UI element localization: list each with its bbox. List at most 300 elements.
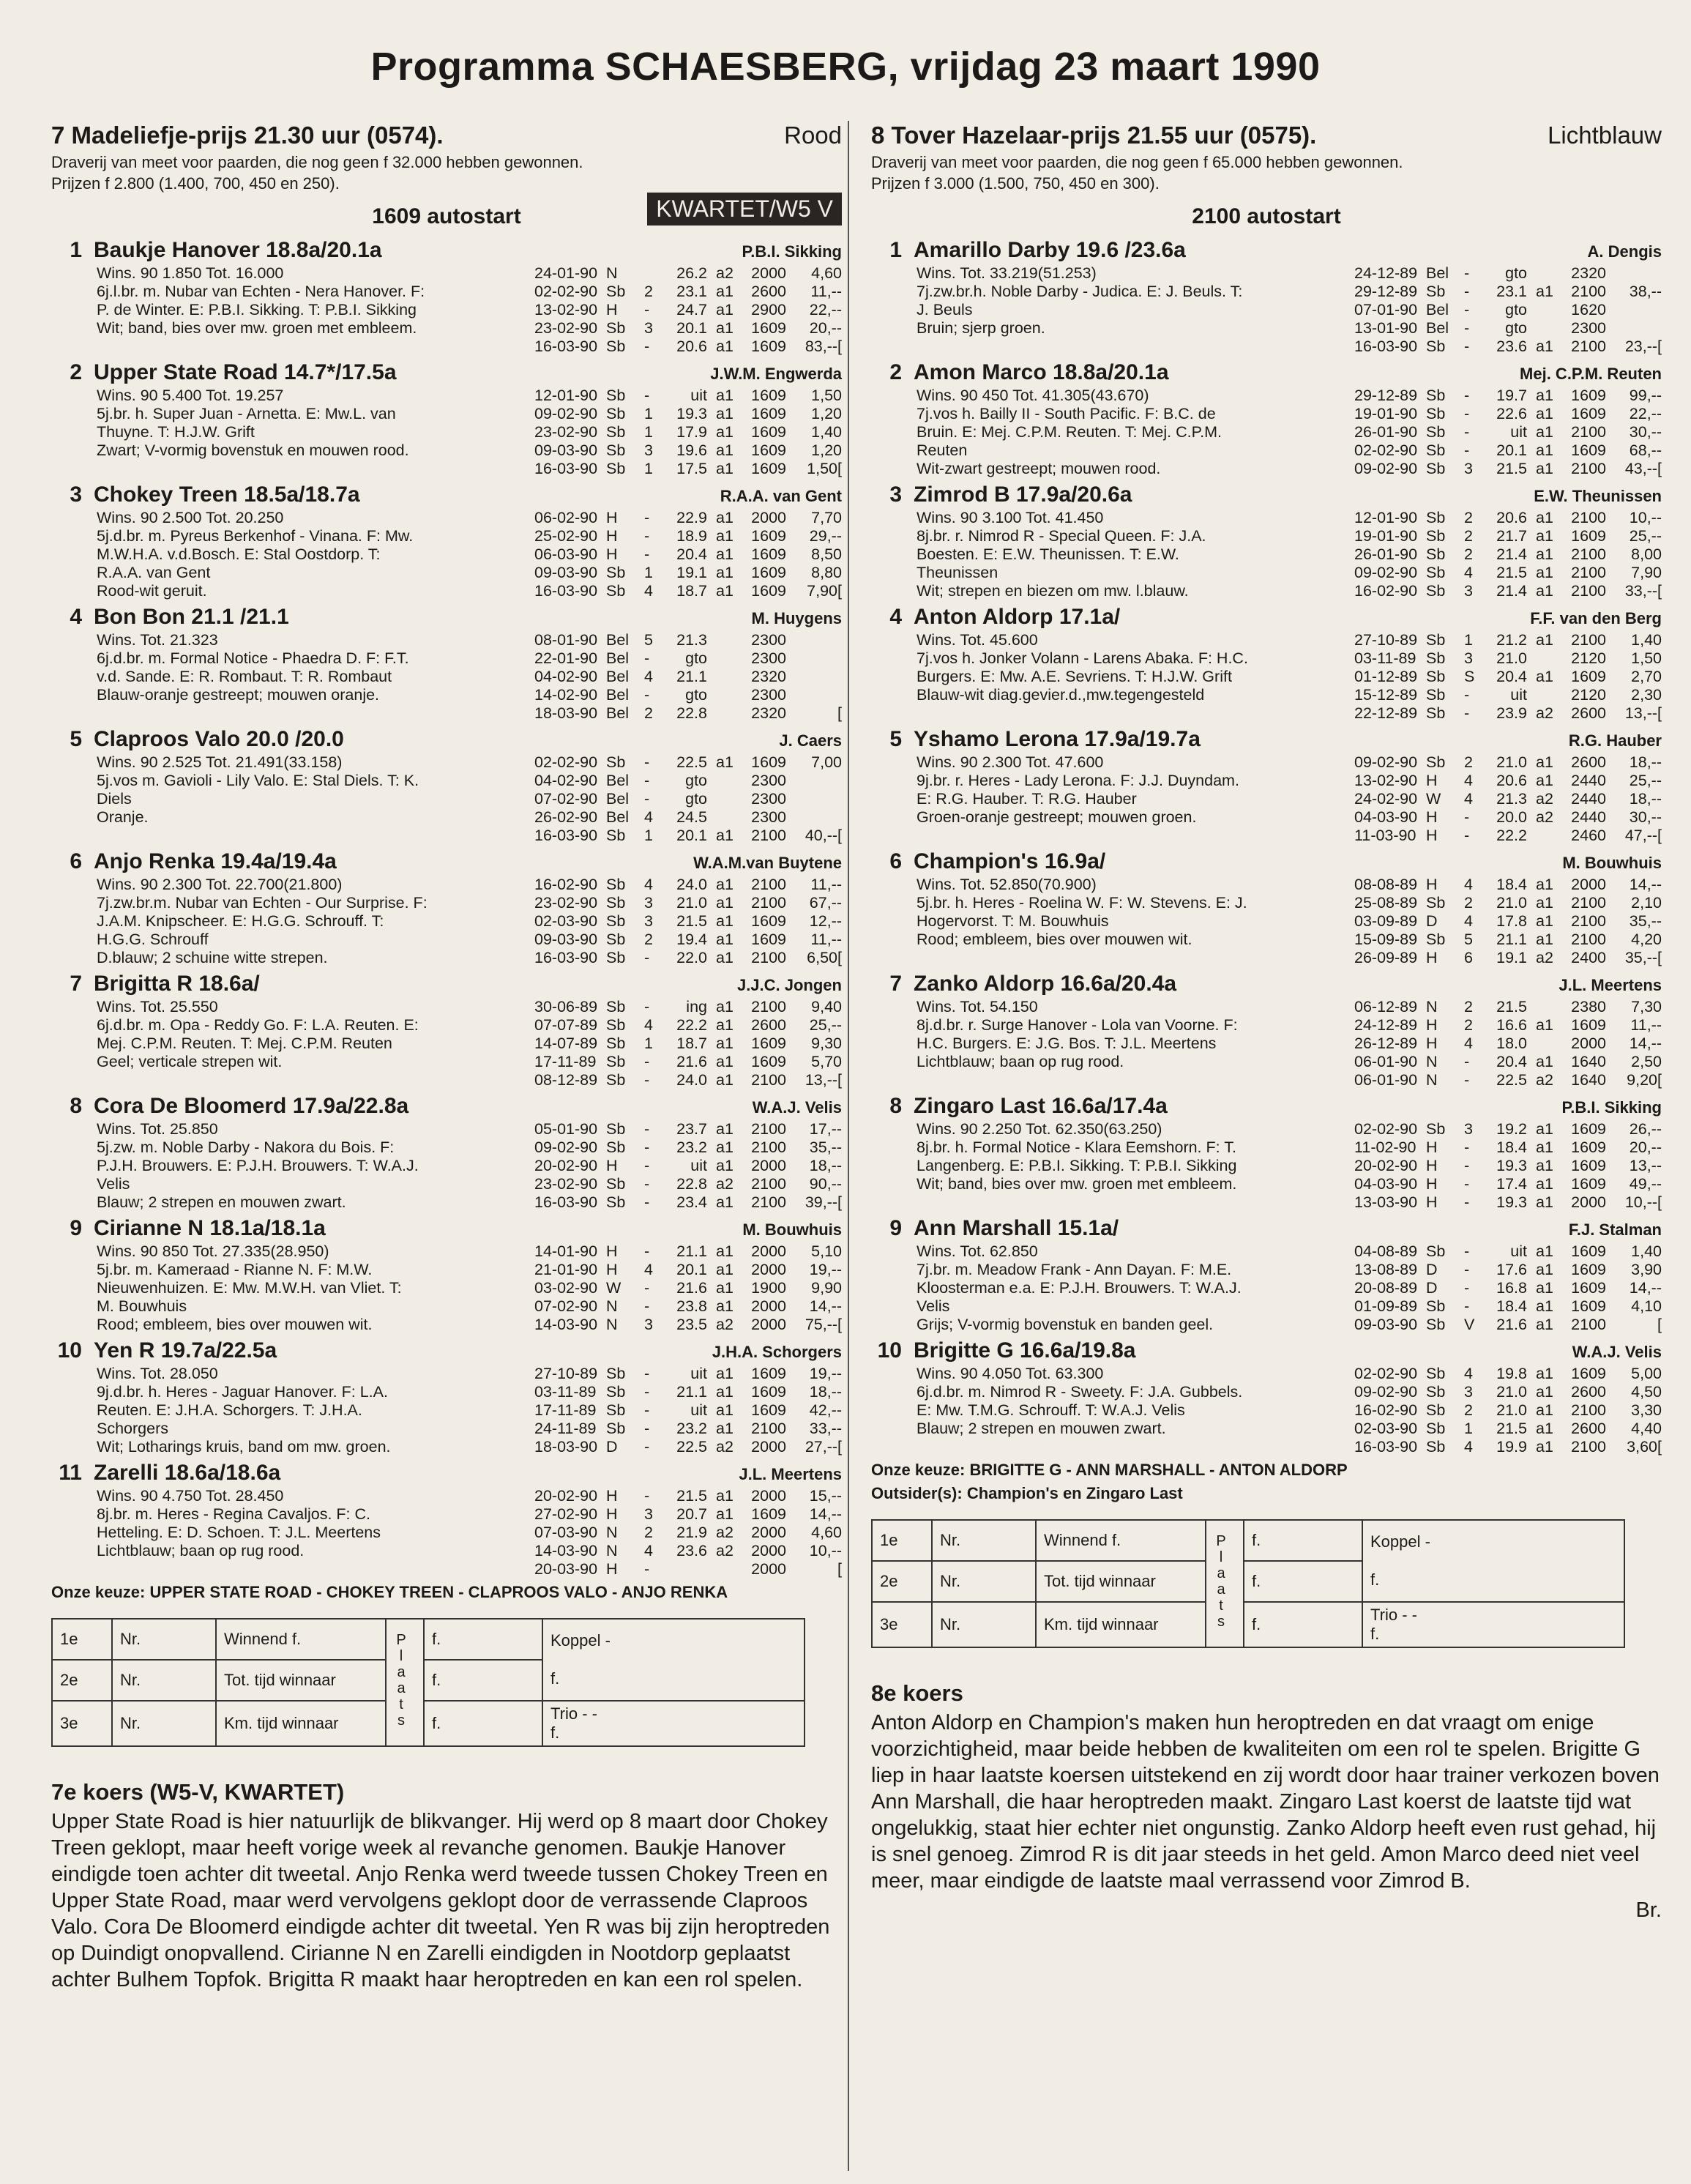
form-time: uit (690, 1401, 707, 1419)
result-amount[interactable]: f. (1244, 1561, 1362, 1602)
horse-entry (871, 605, 1662, 723)
form-distance: 1609 (751, 1383, 786, 1401)
form-class: a1 (716, 1401, 733, 1419)
form-time: 19.1 (1496, 949, 1527, 966)
form-position: - (1464, 1279, 1470, 1297)
horse-info-line: Rood; embleem, bies over mouwen wit. (917, 931, 1192, 948)
koppel-f: f. (550, 1669, 560, 1688)
form-track: Sb (1426, 1120, 1446, 1138)
form-race-date: 19-01-90 (1354, 527, 1418, 545)
horse-entry (51, 360, 842, 478)
form-position: - (644, 1383, 650, 1401)
form-distance: 2100 (1571, 423, 1606, 441)
form-row (1354, 423, 1662, 441)
form-time: 20.1 (1496, 441, 1527, 459)
form-odds: 4,10 (1631, 1297, 1662, 1315)
form-odds: 67,-- (809, 894, 842, 912)
form-distance: 2100 (751, 827, 786, 844)
form-race-date: 29-12-89 (1354, 283, 1418, 300)
horse-name: Upper State Road 14.7*/17.5a (94, 360, 397, 384)
form-row (534, 1175, 842, 1193)
form-position: - (1464, 423, 1470, 441)
form-race-date: 02-02-90 (1354, 1120, 1418, 1138)
form-time: 22.5 (676, 1438, 707, 1456)
form-time: 22.8 (676, 1175, 707, 1193)
form-class: a1 (1536, 931, 1553, 948)
form-class: a1 (716, 1297, 733, 1315)
form-row (534, 1560, 842, 1579)
form-time: 17.8 (1496, 912, 1527, 930)
form-distance: 2000 (751, 1524, 786, 1541)
form-row (1354, 827, 1662, 845)
horse-driver: Mej. C.P.M. Reuten (1520, 365, 1662, 383)
form-class: a1 (1536, 1316, 1553, 1333)
race-conditions: Draverij van meet voor paarden, die nog geen f 32.000 hebben gewonnen. (51, 153, 583, 171)
form-race-date: 24-12-89 (1354, 264, 1418, 282)
form-row (1354, 441, 1662, 460)
form-time: 21.1 (1496, 931, 1527, 948)
form-class: a1 (1536, 1383, 1553, 1401)
trio-dash: - (582, 1704, 588, 1723)
horse-form (1354, 753, 1662, 845)
horse-number: 1 (889, 238, 902, 262)
form-distance: 1609 (1571, 387, 1606, 404)
result-amount[interactable]: f. (424, 1619, 542, 1660)
form-row (1354, 1383, 1662, 1401)
form-distance: 1609 (751, 1365, 786, 1382)
form-row (534, 931, 842, 949)
horse-info-line: Wit; band, bies over mw. groen met embleem. (97, 319, 417, 337)
form-time: 22.9 (676, 509, 707, 526)
form-odds: 1,40 (811, 423, 842, 441)
form-position: 4 (644, 808, 653, 826)
form-row (1354, 1365, 1662, 1383)
form-odds: 1,40 (1631, 1242, 1662, 1260)
horse-info-line: Wins. 90 2.500 Tot. 20.250 (97, 509, 284, 526)
form-time: 23.1 (1496, 283, 1527, 300)
form-row (534, 894, 842, 912)
form-track: Sb (1426, 405, 1446, 422)
horse-driver: M. Huygens (751, 609, 842, 627)
form-race-date: 06-02-90 (534, 509, 598, 526)
form-race-date: 09-03-90 (534, 564, 598, 581)
form-track: Sb (606, 441, 626, 459)
form-track: D (1426, 1261, 1438, 1278)
horse-driver: J.L. Meertens (1559, 976, 1662, 994)
form-track: Bel (606, 668, 630, 685)
form-odds: [ (1657, 1316, 1662, 1333)
form-time: 21.9 (676, 1524, 707, 1541)
form-class: a1 (716, 1193, 733, 1211)
form-race-date: 26-01-90 (1354, 423, 1418, 441)
form-track: Sb (606, 949, 626, 966)
form-row (1354, 1035, 1662, 1053)
form-position: 3 (644, 319, 653, 337)
form-distance: 2000 (751, 1261, 786, 1278)
result-amount[interactable]: f. (424, 1701, 542, 1746)
horse-info-line: 6j.l.br. m. Nubar van Echten - Nera Hanover. F: (97, 283, 425, 300)
horse-header (871, 605, 1662, 631)
form-track: Bel (606, 772, 630, 789)
horse-form (1354, 876, 1662, 967)
form-class: a1 (716, 319, 733, 337)
form-time: 23.2 (676, 1138, 707, 1156)
form-position: 2 (1464, 998, 1473, 1015)
form-row (1354, 1420, 1662, 1438)
form-distance: 2000 (1571, 876, 1606, 893)
horse-info-line: Groen-oranje gestreept; mouwen groen. (917, 808, 1197, 826)
form-track: D (606, 1438, 618, 1456)
form-row (1354, 264, 1662, 283)
horse-info-line: Wit; strepen en biezen om mw. l.blauw. (917, 582, 1189, 600)
form-track: Sb (1426, 1383, 1446, 1401)
form-distance: 2100 (1571, 283, 1606, 300)
horse-info-line: Wins. Tot. 28.050 (97, 1365, 218, 1382)
horse-entry (871, 1216, 1662, 1334)
horse-body (51, 387, 842, 478)
horse-info-line: Burgers. E: Mw. A.E. Sevriens. T: H.J.W. Grift (917, 668, 1232, 685)
horse-info-line: 6j.d.br. m. Nimrod R - Sweety. F: J.A. Gubbels. (917, 1383, 1243, 1401)
form-odds: 13,-- (1629, 1157, 1662, 1174)
form-time: 23.4 (676, 1193, 707, 1211)
form-distance: 2320 (1571, 264, 1606, 282)
form-odds: 33,-- (809, 1420, 842, 1437)
horse-form (534, 1487, 842, 1579)
form-time: gto (685, 686, 707, 704)
form-distance: 2100 (1571, 509, 1606, 526)
form-odds: 14,-- (809, 1297, 842, 1315)
form-class: a1 (716, 998, 733, 1015)
horse-name: Cora De Bloomerd 17.9a/22.8a (94, 1094, 409, 1118)
trio-cell[interactable] (542, 1701, 805, 1746)
form-race-date: 16-03-90 (1354, 1438, 1418, 1456)
horse-info-line: D.blauw; 2 schuine witte strepen. (97, 949, 328, 966)
form-row (534, 1487, 842, 1505)
horse-info (97, 631, 534, 723)
form-time: gto (1505, 301, 1527, 318)
form-class: a1 (1536, 1401, 1553, 1419)
form-distance: 1609 (751, 387, 786, 404)
horse-info-line: 7j.vos h. Bailly II - South Pacific. F: B.C. de (917, 405, 1216, 422)
form-time: 16.8 (1496, 1279, 1527, 1297)
form-time: 23.9 (1496, 704, 1527, 722)
form-track: Sb (1426, 460, 1446, 477)
form-race-date: 07-02-90 (534, 1297, 598, 1315)
horse-info (917, 998, 1354, 1089)
form-race-date: 04-02-90 (534, 772, 598, 789)
form-time: 17.9 (676, 423, 707, 441)
form-odds: 1,40 (1631, 631, 1662, 649)
form-position: - (1464, 1138, 1470, 1156)
race-subheader (51, 193, 842, 234)
form-class: a1 (1536, 1279, 1553, 1297)
horse-driver: M. Bouwhuis (1562, 854, 1662, 872)
form-track: Sb (1426, 509, 1446, 526)
form-race-date: 07-02-90 (534, 790, 598, 808)
form-row (534, 1401, 842, 1420)
form-class: a1 (716, 441, 733, 459)
horse-header (51, 1461, 842, 1487)
horse-form (1354, 1365, 1662, 1456)
form-distance: 2000 (751, 1157, 786, 1174)
trio-cell[interactable] (1362, 1602, 1624, 1647)
form-class: a1 (716, 1071, 733, 1089)
form-track: Sb (606, 1035, 626, 1052)
form-track: Sb (606, 1175, 626, 1193)
form-odds: 30,-- (1629, 423, 1662, 441)
form-position: 3 (644, 1316, 653, 1333)
form-track: Sb (606, 912, 626, 930)
form-time: 21.4 (1496, 545, 1527, 563)
form-row (1354, 1016, 1662, 1035)
form-track: H (1426, 1016, 1438, 1034)
form-odds: 10,-- (809, 1542, 842, 1559)
horse-entry (51, 605, 842, 723)
trio-f: f. (1370, 1625, 1380, 1643)
form-track: H (1426, 808, 1438, 826)
horse-entry (871, 1094, 1662, 1212)
form-race-date: 07-03-90 (534, 1524, 598, 1541)
horse-info-line: Wins. 90 1.850 Tot. 16.000 (97, 264, 284, 282)
horse-number: 5 (889, 727, 902, 751)
form-odds: 1,20 (811, 441, 842, 459)
horse-form (534, 1365, 842, 1456)
horse-body (871, 753, 1662, 845)
form-track: Sb (606, 1365, 626, 1382)
horse-info-line: Boesten. E: E.W. Theunissen. T: E.W. (917, 545, 1179, 563)
form-row (1354, 649, 1662, 668)
form-class: a1 (716, 582, 733, 600)
horse-form (1354, 998, 1662, 1089)
horse-info-line: Wins. 90 2.250 Tot. 62.350(63.250) (917, 1120, 1162, 1138)
form-track: Sb (606, 931, 626, 948)
form-time: uit (1510, 1242, 1527, 1260)
form-track: Sb (1426, 582, 1446, 600)
form-distance: 2300 (751, 686, 786, 704)
form-odds: 5,00 (1631, 1365, 1662, 1382)
form-position: - (644, 1120, 650, 1138)
horse-info-line: Wins. Tot. 25.850 (97, 1120, 218, 1138)
horse-form (1354, 1242, 1662, 1334)
form-class: a1 (716, 876, 733, 893)
form-class: a1 (1536, 283, 1553, 300)
horse-info-line: Blauw; 2 strepen en mouwen zwart. (97, 1193, 346, 1211)
form-odds (786, 808, 842, 827)
form-class: a1 (716, 1505, 733, 1523)
horse-driver: R.G. Hauber (1568, 731, 1662, 750)
form-class: a1 (1536, 1120, 1553, 1138)
form-distance: 1609 (1571, 1297, 1606, 1315)
form-race-date: 16-03-90 (534, 338, 598, 355)
form-distance: 1609 (751, 319, 786, 337)
horse-info-line: Nieuwenhuizen. E: Mw. M.W.H. van Vliet. T: (97, 1279, 402, 1297)
form-distance: 2100 (1571, 338, 1606, 355)
form-odds: 9,90 (811, 1279, 842, 1297)
form-race-date: 27-10-89 (1354, 631, 1418, 649)
form-distance: 1609 (751, 545, 786, 563)
form-class: a1 (1536, 1175, 1553, 1193)
horse-info-line: Rood-wit geruit. (97, 582, 207, 600)
form-position: 1 (644, 564, 653, 581)
horse-entry (871, 482, 1662, 600)
form-track: W (1426, 790, 1441, 808)
horse-number: 2 (70, 360, 82, 384)
form-track: Sb (1426, 649, 1446, 667)
horse-driver: W.A.J. Velis (1572, 1343, 1662, 1361)
horse-info-line: Diels (97, 790, 132, 808)
form-row (1354, 582, 1662, 600)
form-time: 21.5 (676, 1487, 707, 1505)
form-distance: 2100 (1571, 545, 1606, 563)
form-row (1354, 772, 1662, 790)
form-position: - (644, 527, 650, 545)
horse-entry (51, 972, 842, 1089)
form-distance: 1609 (751, 931, 786, 948)
form-race-date: 05-01-90 (534, 1120, 598, 1138)
form-track: Bel (606, 790, 630, 808)
horse-form (534, 1120, 842, 1212)
koppel-cell[interactable] (542, 1619, 805, 1701)
form-row (534, 912, 842, 931)
horse-entry (51, 238, 842, 356)
form-row (534, 564, 842, 582)
horse-info-line: Lichtblauw; baan op rug rood. (917, 1053, 1124, 1070)
form-time: 16.6 (1496, 1016, 1527, 1034)
form-position: 1 (644, 1035, 653, 1052)
form-track: H (606, 1505, 618, 1523)
form-position: - (644, 509, 650, 526)
form-odds: 4,50 (1631, 1383, 1662, 1401)
form-track: Sb (606, 405, 626, 422)
koppel-cell[interactable] (1362, 1520, 1624, 1602)
form-distance: 2100 (751, 1120, 786, 1138)
horse-body (51, 876, 842, 967)
form-race-date: 25-02-90 (534, 527, 598, 545)
form-distance: 2000 (751, 1487, 786, 1505)
horse-form (1354, 631, 1662, 723)
form-odds: 3,30 (1631, 1401, 1662, 1419)
horse-info (97, 1365, 534, 1456)
form-odds: 7,90[ (807, 582, 842, 600)
horse-info-line: P.J.H. Brouwers. E: P.J.H. Brouwers. T: W.A.J. (97, 1157, 419, 1174)
form-track: Sb (606, 338, 626, 355)
form-row (534, 1071, 842, 1089)
horse-info (97, 387, 534, 478)
form-odds: 1,50[ (807, 460, 842, 477)
horse-entry (51, 727, 842, 845)
horse-info-line: Lichtblauw; baan op rug rood. (97, 1542, 305, 1559)
form-odds: 12,-- (809, 912, 842, 930)
result-amount[interactable]: f. (424, 1660, 542, 1701)
horse-header (871, 1338, 1662, 1365)
form-race-date: 14-02-90 (534, 686, 598, 704)
race-prizes: Prijzen f 3.000 (1.500, 750, 450 en 300). (871, 174, 1160, 193)
form-race-date: 14-07-89 (534, 1035, 598, 1052)
form-row (534, 1035, 842, 1053)
form-time: 22.2 (1496, 827, 1527, 844)
horse-number: 7 (70, 972, 82, 996)
form-position: - (644, 1560, 650, 1578)
horse-driver: R.A.A. van Gent (720, 487, 842, 505)
form-distance: 2100 (1571, 460, 1606, 477)
form-class (707, 790, 742, 808)
form-track: H (1426, 1035, 1438, 1052)
form-track: Sb (606, 753, 626, 771)
form-position: 3 (1464, 582, 1473, 600)
race-title: 8 Tover Hazelaar-prijs 21.55 uur (0575). (871, 122, 1317, 149)
form-distance: 1640 (1571, 1053, 1606, 1070)
horse-form (534, 631, 842, 723)
form-row (1354, 545, 1662, 564)
form-row (1354, 1401, 1662, 1420)
commentary-signature: Br. (1635, 1898, 1662, 1922)
result-amount[interactable]: f. (1244, 1602, 1362, 1647)
result-amount[interactable]: f. (1244, 1520, 1362, 1561)
horse-body (51, 1365, 842, 1456)
form-race-date: 16-03-90 (534, 460, 598, 477)
form-class: a1 (1536, 1438, 1553, 1456)
form-distance: 2000 (751, 509, 786, 526)
form-odds: 2,30 (1631, 686, 1662, 704)
form-time: 19.9 (1496, 1438, 1527, 1456)
form-position: 4 (1464, 876, 1473, 893)
form-track: N (1426, 1053, 1438, 1070)
result-label: Tot. tijd winnaar (216, 1660, 386, 1701)
form-distance: 2000 (751, 1316, 786, 1333)
horse-info-line: H.C. Burgers. E: J.G. Bos. T: J.L. Meertens (917, 1035, 1217, 1052)
form-class: a1 (716, 405, 733, 422)
race-subheader (871, 193, 1662, 234)
form-position: 3 (1464, 460, 1473, 477)
form-position: - (644, 545, 650, 563)
form-track: Sb (606, 423, 626, 441)
form-class: a1 (716, 1035, 733, 1052)
form-odds: 25,-- (1629, 527, 1662, 545)
horse-body (51, 753, 842, 845)
form-track: Sb (1426, 668, 1446, 685)
form-position: 5 (644, 631, 653, 649)
form-row (1354, 931, 1662, 949)
horse-info-line: J.A.M. Knipscheer. E: H.G.G. Schrouff. T: (97, 912, 384, 930)
form-odds: 4,60 (811, 264, 842, 282)
form-position: 1 (1464, 1420, 1473, 1437)
form-position: - (1464, 1242, 1470, 1260)
form-odds: 20,-- (809, 319, 842, 337)
horse-number: 10 (877, 1338, 902, 1363)
outsiders-value: Champion's en Zingaro Last (966, 1484, 1183, 1502)
form-track: Sb (1426, 931, 1446, 948)
form-race-date: 02-02-90 (1354, 1365, 1418, 1382)
form-distance: 2000 (751, 1242, 786, 1260)
form-time: gto (1505, 319, 1527, 337)
form-row (534, 1505, 842, 1524)
form-race-date: 12-01-90 (534, 387, 598, 404)
form-distance: 2100 (1571, 1438, 1606, 1456)
form-distance: 2000 (1571, 1193, 1606, 1211)
form-position: 3 (644, 1505, 653, 1523)
form-class (707, 704, 742, 723)
form-time: 21.5 (1496, 564, 1527, 581)
form-position: - (644, 301, 650, 318)
form-time: 24.0 (676, 876, 707, 893)
form-row (1354, 319, 1662, 338)
form-class (707, 631, 742, 649)
form-class (707, 686, 742, 704)
horse-driver: J.J.C. Jongen (736, 976, 842, 994)
race-column-7 (51, 121, 842, 1993)
race-column-8 (871, 121, 1662, 1923)
form-distance: 2120 (1571, 686, 1606, 704)
